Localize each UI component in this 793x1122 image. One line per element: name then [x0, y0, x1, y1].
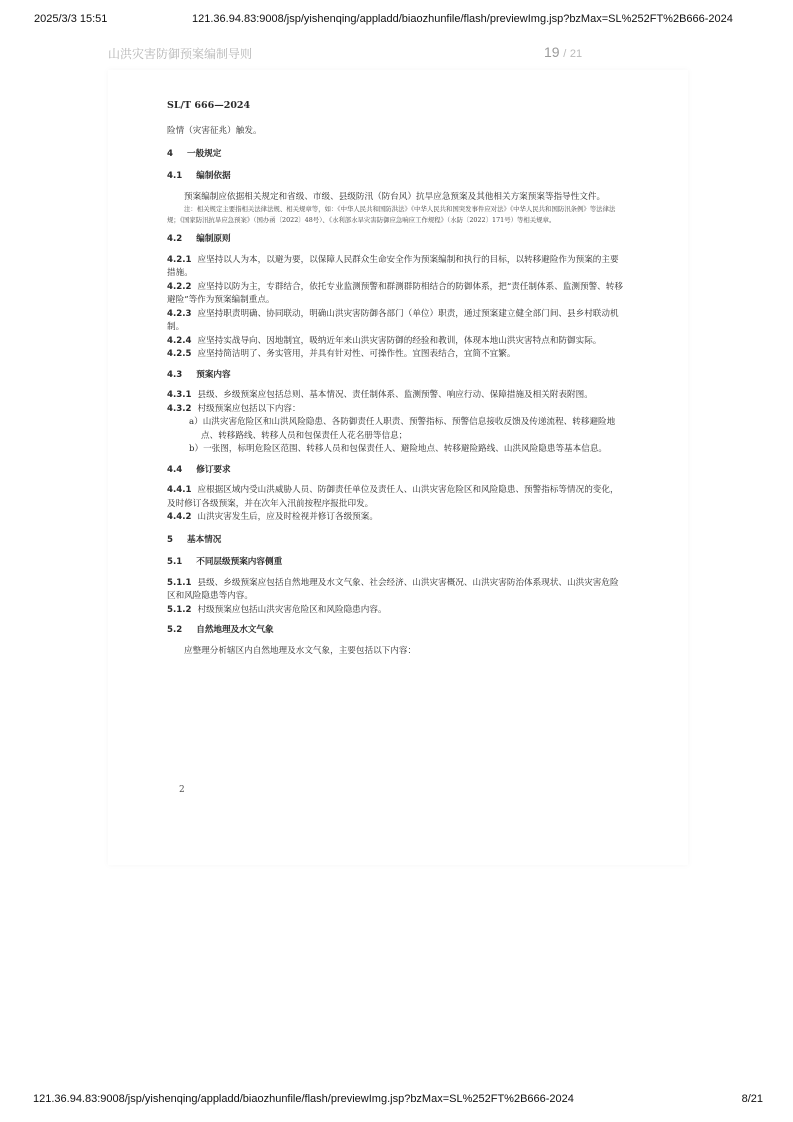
clause-text: a）山洪灾害危险区和山洪风险隐患、各防御责任人职责、预警指标、预警信息接收反馈及传递流程、转移避险地点、转移路线、转移人员和包保责任人花名册等信息；: [189, 417, 616, 441]
clause-text: 应根据区域内受山洪威胁人员、防御责任单位及责任人、山洪灾害危险区和风险隐患、预警指标等情况的变化，及时修订各级预案，并在次年入汛前按程序报批印发。: [167, 485, 619, 509]
clause-text: 编制依据: [196, 171, 231, 181]
clause: [167, 577, 625, 604]
clause-text: 一般规定: [186, 148, 222, 159]
clause: [167, 511, 625, 525]
clause-text: 应坚持实战导向、因地制宜，吸纳近年来山洪灾害防御的经验和教训，体现本地山洪灾害特点和防御实际。: [197, 335, 602, 346]
clause: [167, 308, 625, 335]
clause-number: 4.2.3: [167, 308, 192, 319]
clause-number: 5: [167, 534, 173, 545]
clause: [167, 348, 625, 362]
clause-number: 4.3: [167, 369, 183, 380]
clause: [167, 389, 625, 403]
page-counter: [544, 44, 582, 60]
clause-text: 应坚持以防为主，专群结合，依托专业监测预警和群测群防相结合的防御体系，把“责任制体系、监测预警、转移避险”等作为预案编制重点。: [167, 281, 623, 305]
total-pages: 21: [569, 48, 583, 60]
footer-page-indicator: 8/21: [741, 1093, 763, 1105]
current-page: 19: [544, 44, 560, 60]
clause-number: 5.2: [167, 625, 183, 635]
clause-number: 4.4.2: [167, 512, 192, 522]
note-paragraph: [167, 204, 625, 226]
list-item: [167, 443, 625, 457]
clause: [167, 281, 625, 308]
standard-code: SL/T 666—2024: [167, 100, 251, 111]
print-header: [0, 0, 793, 30]
clause-number: 4.3.1: [167, 390, 192, 400]
clause-text: 编制原则: [196, 234, 231, 244]
subsection-heading: [167, 556, 625, 570]
subsection-heading: [167, 464, 625, 478]
paragraph: [167, 191, 625, 205]
print-footer: [0, 1090, 793, 1114]
footer-url: 121.36.94.83:9008/jsp/yishenqing/appladd/biaozhunfile/flash/previewImg.jsp?bzMax=SL%252FT%2B666-2024: [33, 1093, 574, 1105]
subsection-heading: [167, 170, 625, 184]
clause: [167, 403, 625, 417]
print-url: 121.36.94.83:9008/jsp/yishenqing/appladd/biaozhunfile/flash/previewImg.jsp?bzMax=SL%252FT%2B666-2024: [192, 13, 733, 25]
clause-text: 预案内容: [196, 369, 231, 380]
paragraph: [167, 125, 625, 139]
clause-text: 应坚持简洁明了、务实管用，并具有针对性、可操作性。宜图表结合，宜简不宜繁。: [197, 349, 516, 359]
subsection-heading: [167, 369, 625, 383]
clause-number: 4.2.2: [167, 281, 192, 292]
clause-number: 5.1.1: [167, 577, 192, 588]
clause-number: 4.2.1: [167, 254, 192, 265]
subsection-heading: [167, 624, 625, 638]
clause-number: 4.1: [167, 171, 183, 181]
document-page: [108, 70, 688, 865]
clause-text: 村级预案应包括山洪灾害危险区和风险隐患内容。: [197, 604, 387, 615]
document-body: [167, 125, 625, 658]
clause-text: 不同层级预案内容侧重: [196, 557, 283, 567]
clause-text: 基本情况: [186, 534, 222, 545]
clause-number: 4.2: [167, 234, 183, 244]
section-heading: [167, 534, 625, 548]
clause-number: 5.1.2: [167, 604, 192, 615]
clause-number: 4.4: [167, 464, 183, 475]
clause-text: 修订要求: [196, 464, 231, 475]
clause-text: 应坚持职责明确、协同联动，明确山洪灾害防御各部门（单位）职责，通过预案建立健全部门间、县乡村联动机制。: [167, 308, 619, 332]
clause-text: 山洪灾害发生后，应及时检视并修订各级预案。: [197, 512, 378, 522]
clause-text: 预案编制应依据相关规定和省级、市级、县级防汛（防台风）抗旱应急预案及其他相关方案预案等指导性文件。: [184, 191, 606, 202]
subsection-heading: [167, 233, 625, 247]
clause: [167, 335, 625, 349]
clause-number: 4.3.2: [167, 403, 192, 414]
clause-text: 村级预案应包括以下内容：: [197, 403, 301, 414]
list-item: [167, 416, 625, 443]
clause-text: 注：相关规定主要指相关法律法规、相关规章等，如：《中华人民共和国防洪法》《中华人民共和国突发事件应对法》《中华人民共和国防汛条例》等法律法规；《国家防汛抗旱应急预案》（国办函〔2022〕48号）、《水利部水旱灾害防御应急响应工作规程》（水防〔2022〕171号）等相关规章。: [167, 205, 616, 224]
clause-number: 4.2.4: [167, 335, 192, 346]
clause: [167, 604, 625, 618]
clause-text: b）一张图，标明危险区范围、转移人员和包保责任人、避险地点、转移避险路线、山洪风险隐患等基本信息。: [189, 444, 608, 454]
clause-number: 4.2.5: [167, 349, 192, 359]
page-separator: /: [563, 48, 567, 60]
clause: [167, 254, 625, 281]
document-title: 山洪灾害防御预案编制导则: [108, 47, 253, 61]
clause-text: 险情（灾害征兆）触发。: [167, 126, 262, 136]
page-number: 2: [179, 785, 185, 795]
clause-number: 5.1: [167, 557, 183, 567]
clause-text: 自然地理及水文气象: [196, 625, 274, 635]
print-timestamp: 2025/3/3 15:51: [34, 13, 108, 25]
clause-text: 县级、乡级预案应包括总则、基本情况、责任制体系、监测预警、响应行动、保障措施及相关附表附图。: [197, 390, 593, 400]
clause-number: 4.4.1: [167, 485, 192, 495]
clause-text: 应整理分析辖区内自然地理及水文气象，主要包括以下内容：: [184, 645, 417, 656]
clause: [167, 484, 625, 511]
clause-number: 4: [167, 148, 173, 159]
paragraph: [167, 645, 625, 659]
clause-text: 县级、乡级预案应包括自然地理及水文气象、社会经济、山洪灾害概况、山洪灾害防治体系现状、山洪灾害危险区和风险隐患等内容。: [167, 577, 619, 601]
viewer-toolbar: [108, 38, 688, 66]
section-heading: [167, 148, 625, 162]
clause-text: 应坚持以人为本，以避为要，以保障人民群众生命安全作为预案编制和执行的目标，以转移避险作为预案的主要措施。: [167, 254, 619, 278]
